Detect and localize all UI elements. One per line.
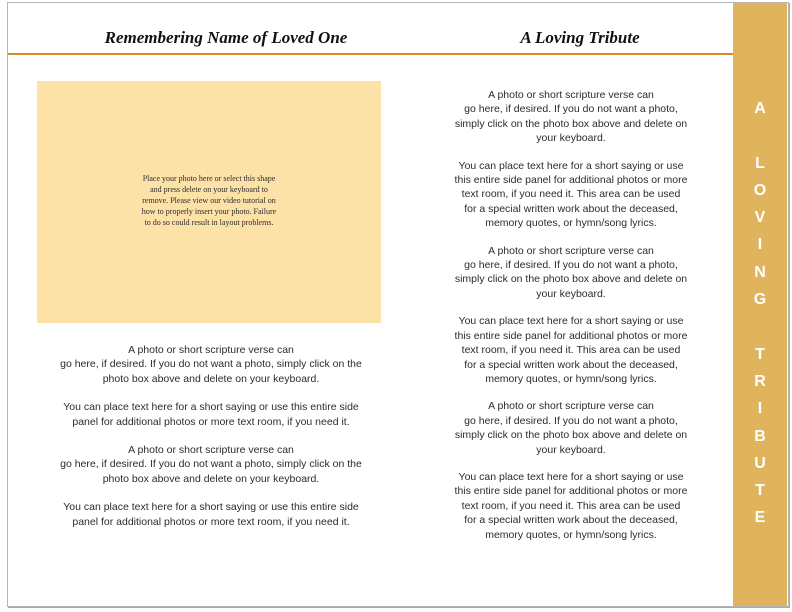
left-heading: Remembering Name of Loved One: [104, 28, 348, 47]
vertical-letter: A: [754, 100, 766, 117]
right-paragraph[interactable]: A photo or short scripture verse can go here, if desired. If you do not want a photo, simply click on the photo box above and delete on your keyboard.: [454, 244, 688, 300]
vertical-letter: N: [754, 263, 766, 281]
right-paragraph[interactable]: You can place text here for a short saying or use this entire side panel for additional photos or more text room, if you need it. This area can be used for a special written work about the deceased, memory quotes, or hymn/song lyrics.: [454, 159, 688, 230]
vertical-letter: B: [754, 427, 766, 445]
left-paragraph[interactable]: A photo or short scripture verse can go here, if desired. If you do not want a photo, simply click on the photo box above and delete on your keyboard.: [60, 344, 362, 385]
left-paragraph[interactable]: A photo or short scripture verse can go here, if desired. If you do not want a photo, simply click on the photo box above and delete on your keyboard.: [60, 444, 362, 485]
vertical-letter: R: [754, 372, 766, 390]
vertical-letter: I: [757, 236, 763, 254]
left-paragraph[interactable]: You can place text here for a short saying or use this entire side panel for additional photos or more text room, if you need it.: [63, 501, 359, 528]
vertical-letter: V: [754, 209, 766, 227]
right-text-column: [440, 88, 702, 555]
vertical-letter: G: [753, 291, 767, 309]
side-title-strip: [733, 3, 787, 606]
left-text-column: [40, 343, 382, 543]
left-paragraph[interactable]: You can place text here for a short saying or use this entire side panel for additional photos or more text room, if you need it.: [63, 401, 359, 428]
header-divider: [8, 53, 733, 55]
vertical-letter: I: [757, 400, 763, 418]
photo-placeholder[interactable]: [37, 81, 381, 323]
vertical-letter: T: [755, 482, 765, 500]
right-paragraph[interactable]: A photo or short scripture verse can go here, if desired. If you do not want a photo, simply click on the photo box above and delete on your keyboard.: [454, 400, 688, 456]
vertical-letter: L: [755, 154, 765, 172]
vertical-title: [733, 95, 787, 532]
right-paragraph[interactable]: A photo or short scripture verse can go here, if desired. If you do not want a photo, simply click on the photo box above and delete on your keyboard.: [454, 89, 688, 145]
vertical-letter: T: [755, 345, 765, 363]
right-paragraph[interactable]: You can place text here for a short saying or use this entire side panel for additional photos or more text room, if you need it. This area can be used for a special written work about the deceased, memory quotes, or hymn/song lyrics.: [454, 315, 688, 385]
vertical-letter: E: [754, 509, 766, 527]
vertical-letter: U: [754, 454, 766, 472]
vertical-letter: O: [753, 181, 767, 199]
right-heading: A Loving Tribute: [520, 28, 640, 47]
photo-placeholder-text: Place your photo here or select this shape and press delete on your keyboard to remove. Please view our video tutorial on how to properly insert your photo. Failure to do so could result in layout problems.: [141, 174, 277, 227]
right-paragraph[interactable]: You can place text here for a short saying or use this entire side panel for additional photos or more text room, if you need it. This area can be used for a special written work about the deceased, memory quotes, or hymn/song lyrics.: [454, 470, 688, 541]
